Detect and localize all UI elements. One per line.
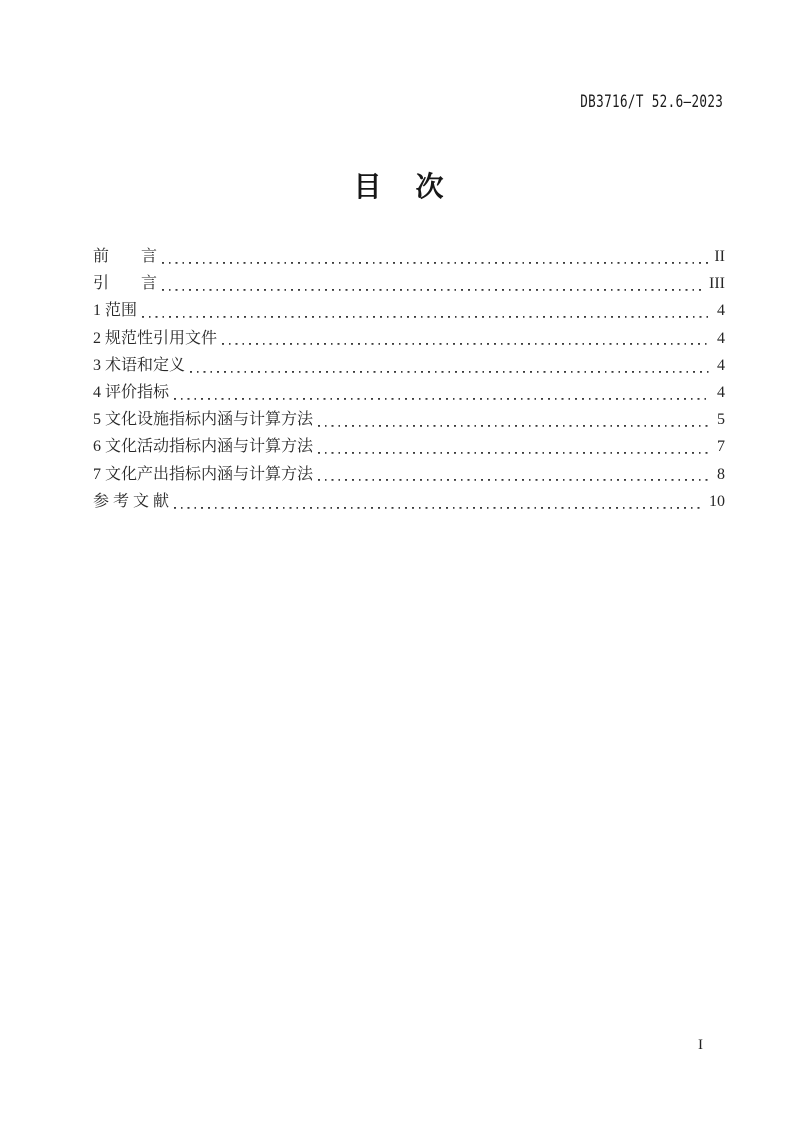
toc-entry-label: 7 文化产出指标内涵与计算方法	[93, 465, 314, 483]
toc-entry	[93, 270, 725, 297]
toc-entry-page: 4	[717, 356, 725, 374]
toc-entry-page: 4	[717, 329, 725, 347]
toc-entry	[93, 379, 725, 406]
toc-entry	[93, 461, 725, 488]
toc-entry-page: 4	[717, 383, 725, 401]
document-number: DB3716/T 52.6—2023	[580, 92, 723, 112]
toc-entry	[93, 488, 725, 515]
toc-entry-label: 前 言	[93, 248, 158, 265]
toc-dot-leader	[318, 433, 711, 460]
toc-entry-page: III	[709, 275, 725, 293]
table-of-contents	[93, 243, 725, 515]
toc-entry-page: 5	[717, 411, 725, 429]
toc-entry-page: 10	[709, 492, 725, 510]
toc-dot-leader	[318, 406, 711, 433]
toc-entry-label: 1 范围	[93, 302, 138, 320]
toc-dot-leader	[174, 379, 711, 406]
toc-entry	[93, 297, 725, 324]
toc-entry-label: 3 术语和定义	[93, 356, 186, 374]
toc-dot-leader	[190, 352, 711, 379]
toc-entry-label: 4 评价指标	[93, 383, 170, 401]
toc-dot-leader	[162, 243, 708, 270]
toc-dot-leader	[174, 488, 703, 515]
toc-entry-label: 引 言	[93, 275, 158, 293]
toc-entry-label: 参 考 文 献	[93, 492, 170, 510]
page-title: 目 次	[353, 171, 447, 202]
toc-entry-page: 8	[717, 465, 725, 483]
toc-entry-label: 5 文化设施指标内涵与计算方法	[93, 411, 314, 429]
toc-entry	[93, 352, 725, 379]
toc-dot-leader	[318, 461, 711, 488]
page-number: I	[698, 1037, 703, 1053]
toc-dot-leader	[142, 297, 711, 324]
toc-dot-leader	[222, 325, 711, 352]
toc-entry	[93, 243, 725, 270]
toc-entry	[93, 433, 725, 460]
toc-entry	[93, 406, 725, 433]
toc-entry-label: 2 规范性引用文件	[93, 329, 218, 347]
toc-entry-page: 7	[717, 438, 725, 456]
toc-entry-page: 4	[717, 302, 725, 320]
toc-entry-page: II	[714, 248, 725, 265]
toc-entry	[93, 325, 725, 352]
toc-entry-label: 6 文化活动指标内涵与计算方法	[93, 438, 314, 456]
toc-dot-leader	[162, 270, 703, 297]
